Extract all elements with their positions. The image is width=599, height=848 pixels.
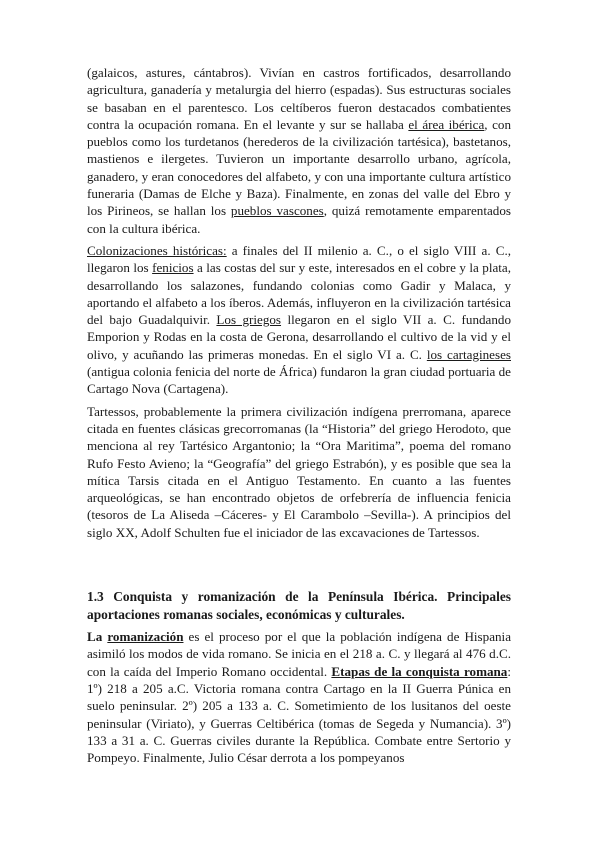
underlined-term-pueblos-vascones: pueblos vascones	[230, 203, 324, 219]
bold-underlined-term-etapas: Etapas de la conquista romana	[331, 663, 508, 679]
underlined-term-griegos: Los griegos	[216, 312, 282, 328]
underlined-term-fenicios: fenicios	[152, 260, 194, 276]
text-segment: , quizá remotamente emparentados con la cultura ibérica.	[87, 203, 511, 236]
paragraph-romanizacion	[87, 628, 511, 766]
text-segment: : 1º) 218 a 205 a.C. Victoria romana contra Cartago en la II Guerra Púnica en suelo peninsular. 2º) 205 a 133 a. C. Sometimiento de los lusitanos del oeste peninsular (Viriato), y Guerras Celtibérica (tomas de Segeda y Numancia). 3º) 133 a 31 a. C. Guerras civiles durante la República. Combate entre Sertorio y Pompeyo. Finalmente, Julio César derrota a los pompeyanos	[87, 663, 511, 766]
paragraph-tartessos: Tartessos, probablemente la primera civilización indígena prerromana, aparece citada en fuentes clásicas grecorromanas (la “Historia” del griego Herodoto, que menciona al rey Tartésico Argantonio; la “Ora Maritima”, poema del romano Rufo Festo Avieno; la “Geografía” del griego Estrabón), y es posible que sea la mítica Tarsis citada en el Antiguo Testamento. En cuanto a las fuentes arqueológicas, se han encontrado objetos de orfebrería de influencia fenicia (tesoros de La Aliseda –Cáceres- y El Carambolo –Sevilla-). A principios del siglo XX, Adolf Schulten fue el iniciador de las excavaciones de Tartessos.	[87, 403, 511, 540]
text-segment: llegaron en el siglo VII a. C. fundando Emporion y Rodas en la costa de Gerona, desarrollando el cultivo de la vid y el olivo, y acuñando las primeras monedas. En el siglo VI a. C.	[87, 312, 511, 362]
text-segment: , con pueblos como los turdetanos (herederos de la civilización tartésica), bastetanos, mastienos e ilergetes. Tuvieron un importante desarrollo urbano, agrícola, ganadero, y eran conocedores del alfabeto, y con una importante cultura artístico funeraria (Damas de Elche y Baza). Finalmente, en zonas del valle del Ebro y los Pirineos, se hallan los	[87, 116, 512, 219]
text-segment: a las costas del sur y este, interesados en el cobre y la plata, desarrollando los salazones, fundando colonias como Gadir y Malaca, y aportando el alfabeto a los íberos. Además, influyeron en la civilización tartésica del bajo Guadalquivir.	[87, 260, 511, 328]
text-segment: es el proceso por el que la población indígena de Hispania asimiló los modos de vida romano. Se inicia en el 218 a. C. y llegará al 476 d.C. con la caída del Imperio Romano occidental.	[87, 629, 512, 679]
underlined-term-colonizaciones: Colonizaciones históricas:	[87, 242, 227, 258]
paragraph-colonizaciones	[87, 242, 511, 398]
text-segment: (antigua colonia fenicia del norte de África) fundaron la gran ciudad portuaria de Cartago Nova (Cartagena).	[87, 364, 511, 397]
underlined-term-cartagineses: los cartagineses	[426, 346, 511, 362]
text-segment: (galaicos, astures, cántabros). Vivían en castros fortificados, desarrollando agricultura, ganadería y metalurgia del hierro (espadas). Sus estructuras sociales se basaban en el parentesco. Los celtíberos fueron destacados combatientes contra la ocupación romana. En el levante y sur se hallaba	[87, 65, 511, 132]
bold-underlined-term-romanizacion: romanización	[107, 629, 184, 645]
paragraph-pueblos-prerromanos	[87, 64, 511, 237]
underlined-term-area-iberica: el área ibérica	[408, 116, 485, 132]
text-segment: a finales del II milenio a. C., o el siglo VIII a. C., llegaron los	[87, 242, 511, 276]
bold-text-segment: La	[87, 629, 108, 645]
section-heading: 1.3 Conquista y romanización de la Península Ibérica. Principales aportaciones romanas sociales, económicas y culturales.	[87, 589, 511, 622]
